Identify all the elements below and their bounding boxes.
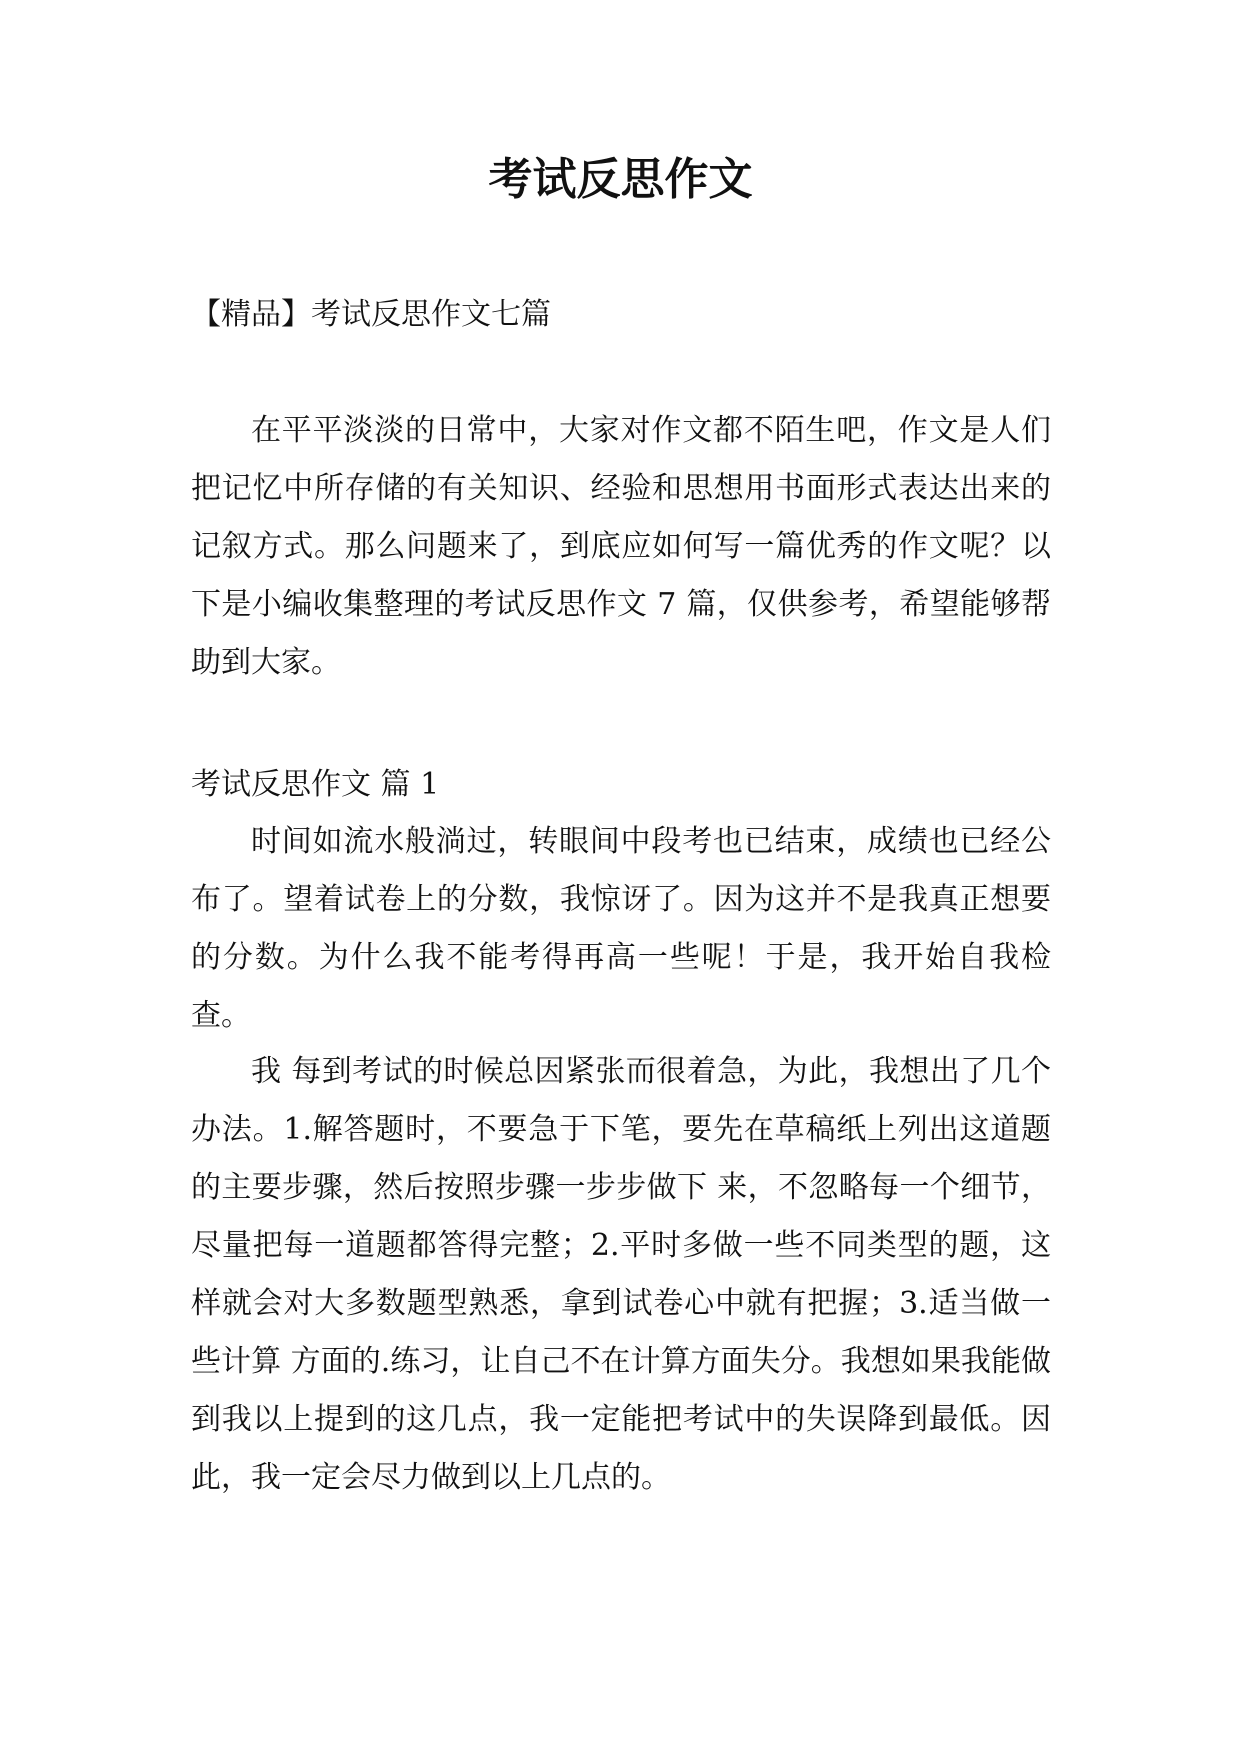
intro-paragraph: 在平平淡淡的日常中，大家对作文都不陌生吧，作文是人们把记忆中所存储的有关知识、经验和思想用书面形式表达出来的记叙方式。那么问题来了，到底应如何写一篇优秀的作文呢？以下是小编收集整理的考试反思作文 7 篇，仅供参考，希望能够帮助到大家。: [191, 413, 1051, 680]
body-paragraph: 时间如流水般淌过，转眼间中段考也已结束，成绩也已经公布了。望着试卷上的分数，我惊讶了。因为这并不是我真正想要的分数。为什么我不能考得再高一些呢！于是，我开始自我检查。: [191, 824, 1051, 1033]
document-subtitle: 【精品】考试反思作文七篇: [191, 297, 551, 332]
section-heading: 考试反思作文 篇 1: [191, 767, 440, 802]
body-paragraph: 我 每到考试的时候总因紧张而很着急，为此，我想出了几个办法。1.解答题时，不要急于下笔，要先在草稿纸上列出这道题的主要步骤，然后按照步骤一步步做下 来，不忽略每一个细节，尽量把每一道题都答得完整；2.平时多做一些不同类型的题，这样就会对大多数题型熟悉，拿到试卷心中就有把握；3.适当做一些计算 方面的.练习，让自己不在计算方面失分。我想如果我能做到我以上提到的这几点，我一定能把考试中的失误降到最低。因此，我一定会尽力做到以上几点的。: [191, 1054, 1051, 1495]
document-title: 考试反思作文: [488, 154, 753, 205]
